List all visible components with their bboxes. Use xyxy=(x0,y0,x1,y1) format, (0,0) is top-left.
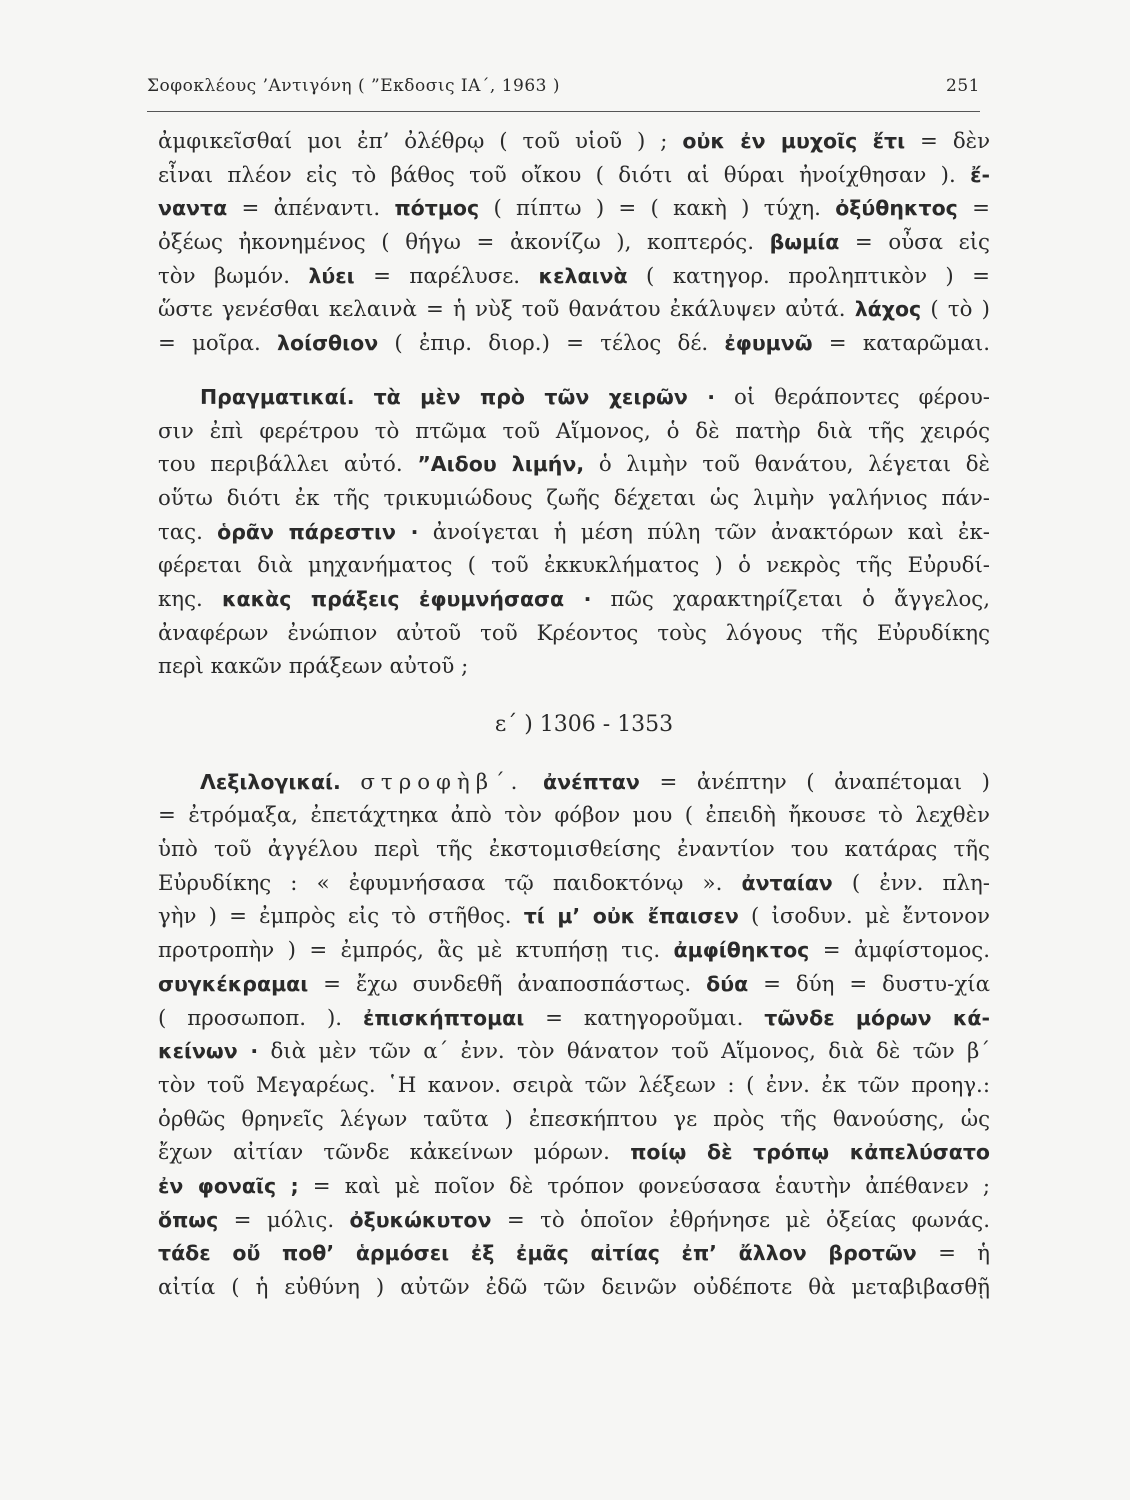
text-segment: ἀναφέρων ἐνώπιον αὐτοῦ τοῦ Κρέοντος τοὺς λόγους τῆς Εὐρυδίκης xyxy=(158,620,990,646)
text-segment: ( ἐπιρ. διορ.) = τέλος δέ. xyxy=(394,331,709,357)
text-segment: = μόλις. xyxy=(233,1207,335,1233)
text-line xyxy=(158,516,990,550)
text-segment: ( ἰσοδυν. μὲ ἔντονον xyxy=(751,904,990,930)
lemma-term: ἐν φοναῖς ; xyxy=(158,1173,299,1198)
text-line xyxy=(158,900,990,934)
text-segment: αἰτία ( ἡ εὐθύνη ) αὐτῶν ἐδῶ τῶν δεινῶν οὐδέποτε θὰ μεταβιβασθῇ xyxy=(158,1275,990,1300)
lemma-term: λοίσθιον xyxy=(277,331,379,356)
text-segment: = ἀνέπτην ( ἀναπέτομαι ) xyxy=(659,769,990,795)
lemma-term: ἀμφίθηκτος xyxy=(673,938,810,963)
lemma-term: βωμία xyxy=(769,230,840,255)
text-segment: = καὶ μὲ ποῖον δὲ τρόπον φονεύσασα ἑαυτὴν ἀπέθανεν ; xyxy=(312,1173,990,1199)
lemma-term: ὁρᾶν πάρεστιν · xyxy=(217,519,419,544)
text-segment: του περιβάλλει αὐτό. xyxy=(158,452,403,478)
text-segment: ἀνοίγεται ἡ μέση πύλη τῶν ἀνακτόρων καὶ ἐκ- xyxy=(432,519,990,545)
lemma-term: τί μ’ οὐκ ἔπαισεν xyxy=(523,904,739,929)
text-line xyxy=(158,381,990,415)
lemma-term: ἐπισκήπτομαι xyxy=(362,1005,525,1030)
lemma-term: λάχος xyxy=(854,297,922,322)
text-line xyxy=(158,650,990,684)
text-line xyxy=(158,833,990,867)
lemma-term: ὀξύθηκτος xyxy=(835,196,958,221)
text-segment: ( πίπτω ) = ( κακὴ ) τύχη. xyxy=(493,196,821,222)
text-segment: φέρεται διὰ μηχανήματος ( τοῦ ἐκκυκλήματος ) ὁ νεκρὸς τῆς Εὐρυδί- xyxy=(158,553,990,579)
text-segment: τὸν βωμόν. xyxy=(158,263,291,289)
text-line xyxy=(158,1136,990,1170)
lemma-term: τὰ μὲν πρὸ τῶν χειρῶν · xyxy=(373,384,715,409)
text-segment: = ἔχω συνδεθῆ ἀναποσπάστως. xyxy=(323,971,692,997)
lemma-term: Λεξιλογικαί. xyxy=(200,769,341,794)
text-segment: κης. xyxy=(158,586,203,612)
text-line xyxy=(158,293,990,327)
header-rule xyxy=(147,111,980,112)
text-segment: εἶναι πλέον εἰς τὸ βάθος τοῦ οἴκου ( διότι αἱ θύραι ἠνοίχθησαν ). xyxy=(158,162,956,188)
text-segment: προτροπὴν ) = ἐμπρός, ἂς μὲ κτυπήσῃ τις. xyxy=(158,938,661,964)
lemma-term: κείνων · xyxy=(158,1039,259,1064)
text-line xyxy=(158,226,990,260)
text-segment: = κατηγοροῦμαι. xyxy=(545,1005,744,1031)
lemma-term: Πραγματικαί. xyxy=(200,384,355,409)
lemma-term: τάδε οὔ ποθ’ ἁρμόσει ἐξ ἐμᾶς αἰτίας ἐπ’ ἄλλον βροτῶν xyxy=(158,1241,917,1266)
page-number: 251 xyxy=(946,76,980,96)
lemma-term: οὐκ ἐν μυχοῖς ἔτι xyxy=(682,129,906,153)
text-line xyxy=(158,1035,990,1069)
text-line xyxy=(158,1237,990,1271)
text-segment: = xyxy=(972,196,990,222)
text-segment: = ἀπέναντι. xyxy=(241,196,381,222)
text-segment: ἔχων αἰτίαν τῶνδε κἀκείνων μόρων. xyxy=(158,1140,610,1166)
text-line xyxy=(158,1103,990,1137)
text-segment: ὑπὸ τοῦ ἀγγέλου περὶ τῆς ἐκστομισθείσης ἐναντίον του κατάρας τῆς xyxy=(158,837,990,863)
text-line xyxy=(158,482,990,516)
text-line xyxy=(158,549,990,583)
section-heading xyxy=(158,708,990,742)
text-segment: = παρέλυσε. xyxy=(373,263,521,289)
text-segment: = δὲν xyxy=(920,129,991,154)
text-line xyxy=(158,159,990,193)
text-segment: ( κατηγορ. προληπτικὸν ) = xyxy=(646,263,990,289)
lemma-term: ἔ- xyxy=(970,162,990,187)
lemma-term: ἀνέπταν xyxy=(543,769,640,794)
text-segment: ε΄ ) 1306 - 1353 xyxy=(494,712,674,737)
text-segment: = μοῖρα. xyxy=(158,331,261,357)
text-segment: = οὖσα εἰς xyxy=(854,230,990,256)
text-line xyxy=(158,968,990,1002)
text-segment: οἱ θεράποντες φέρου- xyxy=(734,384,990,410)
text-segment: ἀμφικεῖσθαί μοι ἐπ’ ὀλέθρῳ ( τοῦ υἱοῦ ) ; xyxy=(158,129,668,154)
text-line xyxy=(158,1204,990,1238)
running-title: Σοφοκλέους ’Αντιγόνη ( ”Εκδοσις ΙΑ΄, 1963 ) xyxy=(147,76,561,96)
text-segment: ( τὸ ) xyxy=(930,297,990,323)
text-segment: ὀξέως ἠκονημένος ( θήγω = ἀκονίζω ), κοπτερός. xyxy=(158,230,754,256)
lemma-term: ὀξυκώκυτον xyxy=(349,1207,492,1232)
lemma-term: ναντα xyxy=(158,196,228,221)
text-line xyxy=(158,1069,990,1103)
text-segment: πῶς χαρακτηρίζεται ὁ ἄγγελος, xyxy=(610,586,990,612)
text-line xyxy=(158,799,990,833)
lemma-term: δύα xyxy=(706,971,749,996)
text-line xyxy=(158,1002,990,1036)
lemma-term: ἐφυμνῶ xyxy=(724,331,813,356)
lemma-term: τῶνδε μόρων κά- xyxy=(764,1005,990,1030)
text-line xyxy=(158,766,990,800)
text-segment: = τὸ ὁποῖον ἐθρήνησε μὲ ὀξείας φωνάς. xyxy=(506,1207,990,1233)
text-line xyxy=(158,583,990,617)
paragraph-gap xyxy=(158,361,990,381)
lemma-term: ”Αιδου λιμήν, xyxy=(417,452,585,477)
text-segment: = ἐτρόμαξα, ἐπετάχτηκα ἀπὸ τὸν φόβον μου ( ἐπειδὴ ἤκουσε τὸ λεχθὲν xyxy=(158,803,990,829)
text-segment: διὰ μὲν τῶν α΄ ἐνν. τὸν θάνατον τοῦ Αἵμονος, διὰ δὲ τῶν β΄ xyxy=(270,1039,990,1065)
commentary-text xyxy=(158,125,990,1305)
lemma-term: ὅπως xyxy=(158,1207,219,1232)
text-segment: ( ἐνν. πλη- xyxy=(851,870,991,896)
paragraph-gap xyxy=(158,684,990,708)
text-line xyxy=(158,617,990,651)
text-segment: ὥστε γενέσθαι κελαινὰ = ἡ νὺξ τοῦ θανάτου ἐκάλυψεν αὐτά. xyxy=(158,297,846,323)
text-segment: περὶ κακῶν πράξεων αὐτοῦ ; xyxy=(158,654,469,680)
text-line xyxy=(158,934,990,968)
spaced-label: στροφὴβ΄. xyxy=(360,769,524,795)
text-segment: = ἡ xyxy=(938,1241,990,1267)
text-segment: = δύη = δυστυ-χία xyxy=(763,971,990,997)
lemma-term: ἀνταίαν xyxy=(741,870,833,895)
text-line xyxy=(158,1170,990,1204)
text-segment: ὀρθῶς θρηνεῖς λέγων ταῦτα ) ἐπεσκήπτου γε πρὸς τῆς θανούσης, ὡς xyxy=(158,1106,990,1132)
text-segment: ὁ λιμὴν τοῦ θανάτου, λέγεται δὲ xyxy=(598,452,990,478)
text-segment: = ἀμφίστομος. xyxy=(822,938,991,964)
lemma-term: κακὰς πράξεις ἐφυμνήσασα · xyxy=(221,586,592,611)
lemma-term: κελαινὰ xyxy=(538,263,628,288)
text-line xyxy=(158,1271,990,1305)
text-segment: Εὐρυδίκης : « ἐφυμνήσασα τῷ παιδοκτόνῳ ». xyxy=(158,870,723,896)
paragraph-gap xyxy=(158,742,990,766)
lemma-term: πότμος xyxy=(394,196,480,221)
lemma-term: συγκέκραμαι xyxy=(158,971,309,996)
text-segment: οὕτω διότι ἐκ τῆς τρικυμιώδους ζωῆς δέχεται ὡς λιμὴν γαλήνιος πάν- xyxy=(158,485,990,511)
text-segment: γὴν ) = ἐμπρὸς εἰς τὸ στῆθος. xyxy=(158,904,512,930)
text-segment: τὸν τοῦ Μεγαρέως. ῾Η κανον. σειρὰ τῶν λέξεων : ( ἐνν. ἐκ τῶν προηγ.: xyxy=(158,1072,990,1098)
text-segment: σιν ἐπὶ φερέτρου τὸ πτῶμα τοῦ Αἵμονος, ὁ δὲ πατὴρ διὰ τῆς χειρός xyxy=(158,418,990,444)
lemma-term: ποίῳ δὲ τρόπῳ κἀπελύσατο xyxy=(630,1140,990,1165)
text-line xyxy=(158,327,990,361)
text-segment: ( προσωποπ. ). xyxy=(158,1005,343,1031)
text-line xyxy=(158,125,990,159)
text-line xyxy=(158,192,990,226)
text-line xyxy=(158,415,990,449)
text-segment: = καταρῶμαι. xyxy=(828,331,990,357)
lemma-term: λύει xyxy=(308,263,355,288)
text-line xyxy=(158,448,990,482)
text-line xyxy=(158,260,990,294)
text-line xyxy=(158,867,990,901)
text-segment: τας. xyxy=(158,519,203,545)
